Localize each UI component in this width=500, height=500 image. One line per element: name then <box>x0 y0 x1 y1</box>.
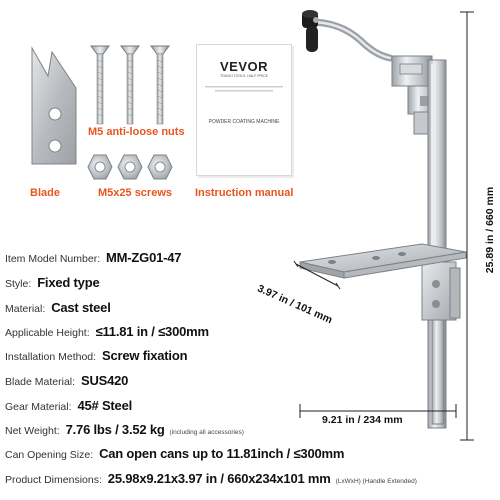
manual-fine-print <box>205 85 283 94</box>
blade-image <box>22 42 84 172</box>
spec-value: Cast steel <box>51 300 111 315</box>
nuts-label: M5 anti-loose nuts <box>88 126 185 138</box>
spec-row-product-dimensions <box>5 471 417 486</box>
spec-row-gear-material <box>5 398 132 413</box>
spec-value: 7.76 lbs / 3.52 kg <box>65 422 165 437</box>
width-dimension-label: 9.21 in / 234 mm <box>322 414 403 426</box>
spec-row-blade-material <box>5 373 128 388</box>
spec-label: Applicable Height: <box>5 327 90 339</box>
manual-title: POWDER COATING MACHINE <box>208 119 280 125</box>
spec-value: ≤11.81 in / ≤300mm <box>95 324 209 339</box>
spec-row-model <box>5 250 181 265</box>
spec-note: (LxWxH) (Handle Extended) <box>335 478 417 485</box>
manual-brand: VEVOR <box>219 59 268 74</box>
handle-knob <box>302 10 318 52</box>
spec-value: Can open cans up to 11.81inch / ≤300mm <box>99 446 345 461</box>
height-dimension-label: 25.89 in / 660 mm <box>484 186 496 274</box>
spec-row-can-opening-size <box>5 446 344 461</box>
spec-note: (including all accessories) <box>169 429 244 436</box>
screws-image <box>88 40 184 128</box>
spec-value: MM-ZG01-47 <box>106 250 182 265</box>
spec-value: 25.98x9.21x3.97 in / 660x234x101 mm <box>107 471 331 486</box>
spec-label: Can Opening Size: <box>5 449 94 461</box>
height-dimension-line <box>460 12 474 440</box>
instruction-manual-image <box>196 44 292 176</box>
spec-value: SUS420 <box>80 373 129 388</box>
depth-dimension-label: 3.97 in / 101 mm <box>255 282 335 327</box>
spec-label: Gear Material: <box>5 401 72 413</box>
spec-row-net-weight <box>5 422 244 437</box>
spec-label: Item Model Number: <box>5 253 101 265</box>
spec-label: Installation Method: <box>5 351 97 363</box>
blade-label: Blade <box>30 187 60 199</box>
spec-value: 45# Steel <box>77 398 133 413</box>
spec-row-applicable-height <box>5 324 209 339</box>
spec-value: Fixed type <box>37 275 100 290</box>
manual-label: Instruction manual <box>195 187 294 199</box>
spec-row-style <box>5 275 99 290</box>
spec-row-material <box>5 300 111 315</box>
screws-label: M5x25 screws <box>98 187 172 199</box>
spec-value: Screw fixation <box>101 348 188 363</box>
spec-label: Blade Material: <box>5 376 76 388</box>
spec-label: Net Weight: <box>5 425 60 437</box>
spec-row-installation-method <box>5 348 187 363</box>
spec-label: Material: <box>5 303 46 315</box>
nuts-image <box>86 152 182 182</box>
spec-label: Style: <box>5 278 32 290</box>
spec-label: Product Dimensions: <box>5 474 102 486</box>
manual-tagline: TOUGH TOOLS, HALF PRICE <box>220 74 268 78</box>
